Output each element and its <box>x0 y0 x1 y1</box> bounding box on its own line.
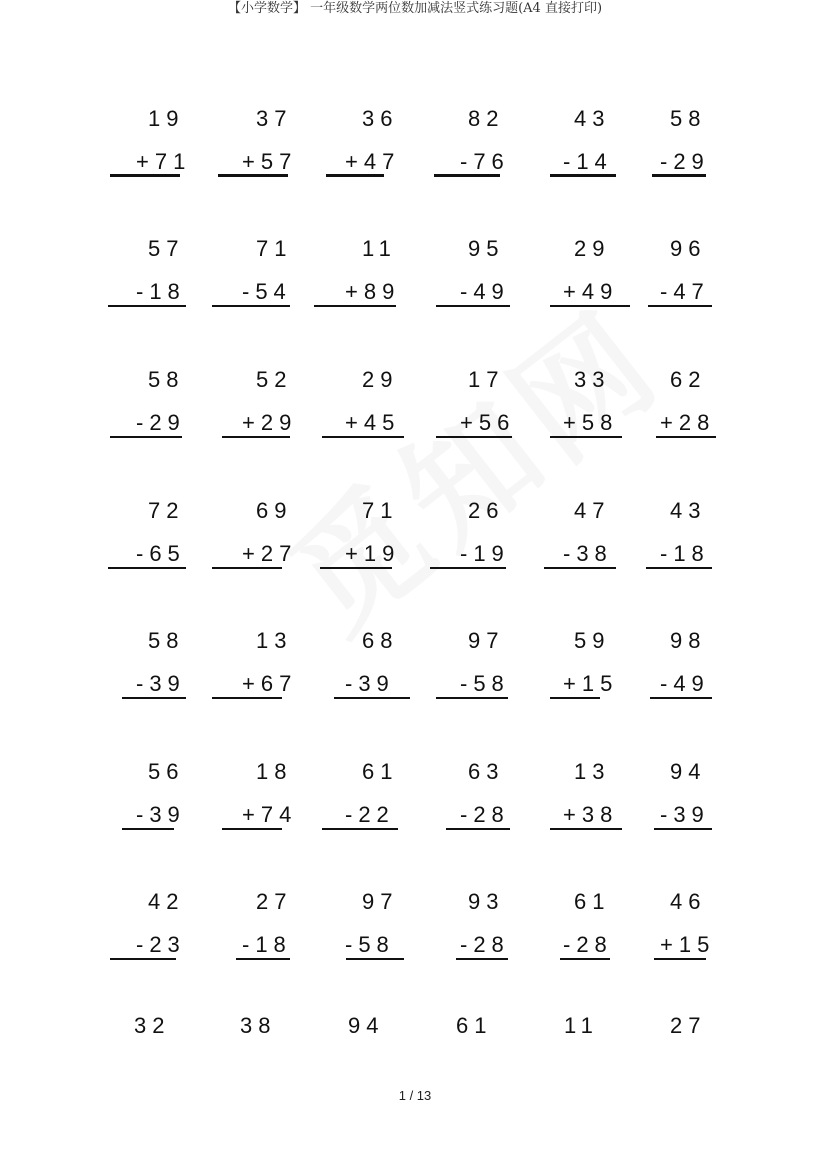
top-number: 56 <box>148 759 185 784</box>
operation-number: -39 <box>345 671 395 696</box>
top-number: 69 <box>256 498 293 523</box>
top-number: 32 <box>134 1013 171 1038</box>
operation-number: -58 <box>345 932 395 957</box>
operation-number: -39 <box>136 671 186 696</box>
operation-number: +29 <box>242 410 298 435</box>
top-number: 46 <box>670 889 707 914</box>
top-number: 96 <box>670 236 707 261</box>
problem <box>0 236 830 326</box>
answer-line <box>654 958 706 960</box>
top-number: 37 <box>256 106 293 131</box>
operation-number: +49 <box>563 279 619 304</box>
answer-line <box>654 828 712 830</box>
top-number: 97 <box>468 628 505 653</box>
operation-number: +56 <box>460 410 516 435</box>
operation-number: -39 <box>136 802 186 827</box>
operation-number: -18 <box>660 541 710 566</box>
operation-number: +19 <box>345 541 401 566</box>
top-number: 47 <box>574 498 611 523</box>
problem <box>0 367 830 457</box>
operation-number: -18 <box>242 932 292 957</box>
operation-number: +28 <box>660 410 716 435</box>
page-header: 【小学数学】 一年级数学两位数加减法竖式练习题(A4 直接打印) <box>227 1 603 16</box>
operation-number: +67 <box>242 671 298 696</box>
problem <box>0 498 830 588</box>
top-number: 27 <box>256 889 293 914</box>
answer-line <box>648 305 712 307</box>
page-number: 1 / 13 <box>398 1088 432 1103</box>
operation-number: -54 <box>242 279 292 304</box>
answer-line <box>652 174 706 177</box>
top-number: 68 <box>362 628 399 653</box>
operation-number: +74 <box>242 802 298 827</box>
top-number: 33 <box>574 367 611 392</box>
operation-number: +58 <box>563 410 619 435</box>
top-number: 61 <box>456 1013 493 1038</box>
top-number: 58 <box>148 628 185 653</box>
operation-number: -18 <box>136 279 186 304</box>
top-number: 26 <box>468 498 505 523</box>
top-number: 82 <box>468 106 505 131</box>
operation-number: -28 <box>460 802 510 827</box>
top-number: 71 <box>256 236 293 261</box>
top-number: 95 <box>468 236 505 261</box>
operation-number: -28 <box>563 932 613 957</box>
top-number: 11 <box>564 1013 599 1038</box>
operation-number: -76 <box>460 149 510 174</box>
top-number: 18 <box>256 759 293 784</box>
top-number: 57 <box>148 236 185 261</box>
operation-number: +38 <box>563 802 619 827</box>
top-number: 13 <box>574 759 611 784</box>
top-number: 43 <box>574 106 611 131</box>
operation-number: +27 <box>242 541 298 566</box>
operation-number: -22 <box>345 802 395 827</box>
top-number: 36 <box>362 106 399 131</box>
operation-number: -38 <box>563 541 613 566</box>
answer-line <box>656 436 716 438</box>
top-number: 17 <box>468 367 505 392</box>
operation-number: +57 <box>242 149 298 174</box>
operation-number: -28 <box>460 932 510 957</box>
top-number: 72 <box>148 498 185 523</box>
top-number: 94 <box>670 759 707 784</box>
top-number: 58 <box>670 106 707 131</box>
operation-number: -14 <box>563 149 613 174</box>
top-number: 42 <box>148 889 185 914</box>
operation-number: +45 <box>345 410 401 435</box>
problem <box>0 759 830 849</box>
operation-number: -29 <box>660 149 710 174</box>
top-number: 71 <box>362 498 399 523</box>
operation-number: -49 <box>460 279 510 304</box>
operation-number: -19 <box>460 541 510 566</box>
top-number: 61 <box>574 889 611 914</box>
top-number: 11 <box>362 236 397 261</box>
top-number: 98 <box>670 628 707 653</box>
operation-number: +47 <box>345 149 401 174</box>
operation-number: +15 <box>660 932 716 957</box>
top-number: 97 <box>362 889 399 914</box>
top-number: 29 <box>362 367 399 392</box>
operation-number: -49 <box>660 671 710 696</box>
operation-number: -29 <box>136 410 186 435</box>
top-number: 29 <box>574 236 611 261</box>
top-number: 13 <box>256 628 293 653</box>
answer-line <box>646 567 712 569</box>
operation-number: -23 <box>136 932 186 957</box>
top-number: 43 <box>670 498 707 523</box>
problem <box>0 889 830 979</box>
problem <box>0 628 830 718</box>
top-number: 19 <box>148 106 185 131</box>
top-number: 52 <box>256 367 293 392</box>
problem <box>0 106 830 196</box>
operation-number: -65 <box>136 541 186 566</box>
top-number: 93 <box>468 889 505 914</box>
top-number: 94 <box>348 1013 385 1038</box>
operation-number: +71 <box>136 149 192 174</box>
top-number: 58 <box>148 367 185 392</box>
operation-number: +15 <box>563 671 619 696</box>
operation-number: -58 <box>460 671 510 696</box>
top-number: 59 <box>574 628 611 653</box>
top-number: 63 <box>468 759 505 784</box>
top-number: 61 <box>362 759 399 784</box>
operation-number: +89 <box>345 279 401 304</box>
answer-line <box>650 697 712 699</box>
operation-number: -39 <box>660 802 710 827</box>
top-number: 62 <box>670 367 707 392</box>
top-number: 27 <box>670 1013 707 1038</box>
operation-number: -47 <box>660 279 710 304</box>
top-number: 38 <box>240 1013 277 1038</box>
